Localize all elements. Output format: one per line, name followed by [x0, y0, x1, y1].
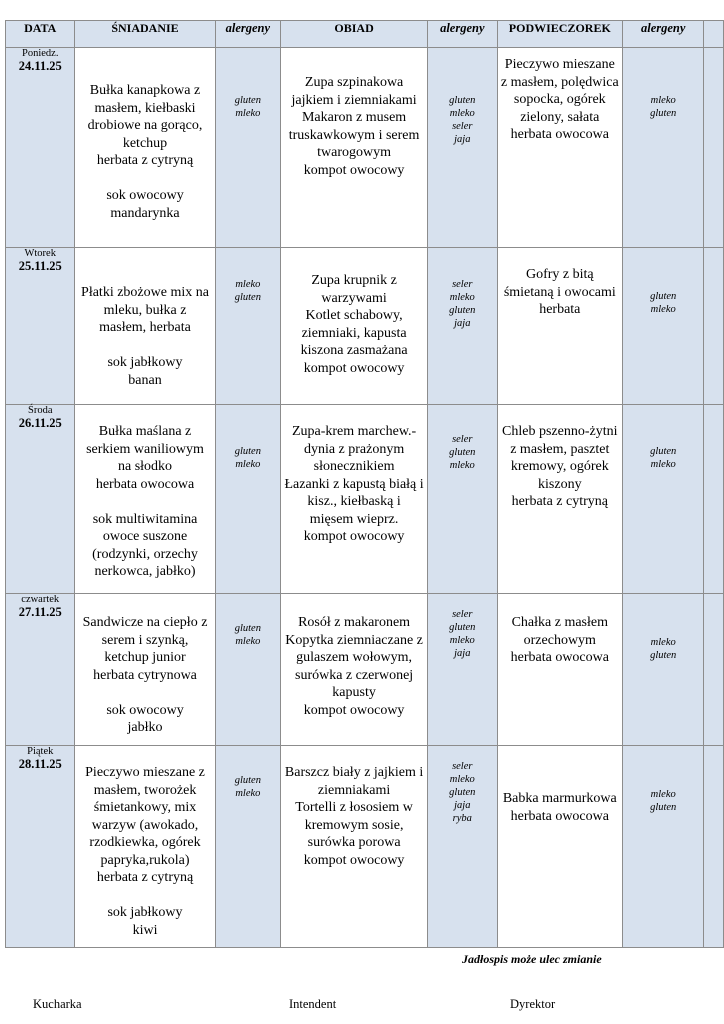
- signature-cook: Kucharka: [33, 997, 82, 1011]
- header-snack: PODWIECZOREK: [497, 21, 623, 48]
- menu-table: [5, 20, 724, 948]
- lunch-allergens: seler mleko gluten jaja ryba: [449, 761, 476, 824]
- lunch-text: Zupa krupnik z warzywami Kotlet schabowy, ziemniaki, kapusta kiszona zasmażana kompot owocowy: [300, 273, 408, 376]
- breakfast-allergens: gluten mleko: [234, 446, 261, 470]
- breakfast-text: Płatki zbożowe mix na mleku, bułka z masłem, herbata sok jabłkowy banan: [81, 285, 209, 388]
- snack-text: Gofry z bitą śmietaną i owocami herbata: [503, 267, 616, 317]
- day-date: 24.11.25: [18, 59, 62, 73]
- header-extra: [704, 21, 724, 48]
- header-row: [6, 21, 724, 48]
- day-name: Środa: [27, 405, 53, 416]
- breakfast-text: Bułka kanapkowa z masłem, kiełbaski drobiowe na gorąco, ketchup herbata z cytryną sok owocowy mandarynka: [87, 83, 203, 221]
- header-lunch: OBIAD: [281, 21, 428, 48]
- day-cell: [6, 405, 75, 594]
- lunch-text: Barszcz biały z jajkiem i ziemniakami Tortelli z łososiem w kremowym sosie, surówka porowa kompot owocowy: [284, 765, 424, 868]
- menu-change-note: Jadłospis może ulec zmianie: [462, 952, 602, 966]
- day-date: 27.11.25: [18, 605, 62, 619]
- lunch-allergens: seler mleko gluten jaja: [449, 279, 476, 329]
- extra-cell: [704, 594, 724, 746]
- extra-cell: [704, 746, 724, 948]
- extra-cell: [704, 48, 724, 248]
- header-breakfast: ŚNIADANIE: [75, 21, 215, 48]
- day-name: czwartek: [21, 594, 60, 605]
- snack-text: Pieczywo mieszane z masłem, polędwica sopocka, ogórek zielony, sałata herbata owocowa: [500, 57, 619, 142]
- snack-allergens: mleko gluten: [650, 789, 677, 813]
- table-row: [6, 746, 724, 948]
- lunch-allergens: seler gluten mleko: [449, 434, 476, 471]
- breakfast-allergens: gluten mleko: [234, 95, 261, 119]
- day-cell: [6, 48, 75, 248]
- breakfast-text: Bułka maślana z serkiem waniliowym na słodko herbata owocowa sok multiwitamina owoce suszone (rodzynki, orzechy nerkowca, jabłko): [86, 424, 204, 579]
- day-name: Poniedz.: [22, 48, 59, 59]
- snack-text: Chleb pszenno-żytni z masłem, pasztet kremowy, ogórek kiszony herbata z cytryną: [502, 424, 618, 509]
- snack-allergens: mleko gluten: [650, 95, 677, 119]
- breakfast-text: Sandwicze na ciepło z serem i szynką, ketchup junior herbata cytrynowa sok owocowy jabłko: [82, 615, 208, 735]
- table-row: [6, 248, 724, 405]
- day-name: Piątek: [27, 746, 54, 757]
- breakfast-allergens: mleko gluten: [234, 279, 261, 303]
- day-date: 28.11.25: [18, 757, 62, 771]
- signature-director: Dyrektor: [510, 997, 556, 1011]
- day-name: Wtorek: [24, 248, 56, 259]
- snack-text: Chałka z masłem orzechowym herbata owocowa: [510, 615, 609, 665]
- table-row: [6, 48, 724, 248]
- header-date: DATA: [6, 21, 75, 48]
- day-date: 26.11.25: [18, 416, 62, 430]
- snack-allergens: gluten mleko: [650, 446, 677, 470]
- lunch-text: Rosół z makaronem Kopytka ziemniaczane z gulaszem wołowym, surówka z czerwonej kapusty kompot owocowy: [285, 615, 423, 718]
- extra-cell: [704, 405, 724, 594]
- table-row: [6, 594, 724, 746]
- snack-allergens: gluten mleko: [650, 291, 677, 315]
- lunch-allergens: seler gluten mleko jaja: [449, 609, 476, 659]
- day-cell: [6, 594, 75, 746]
- header-allergens-snack: alergeny: [623, 21, 704, 48]
- header-allergens-lunch: alergeny: [428, 21, 498, 48]
- table-row: [6, 405, 724, 594]
- snack-text: Babka marmurkowa herbata owocowa: [502, 791, 617, 824]
- lunch-text: Zupa-krem marchew.-dynia z prażonym słonecznikiem Łazanki z kapustą białą i kisz., kiełbaską i mięsem wieprz. kompot owocowy: [284, 424, 424, 544]
- snack-allergens: mleko gluten: [650, 637, 677, 661]
- breakfast-allergens: gluten mleko: [234, 775, 261, 799]
- breakfast-allergens: gluten mleko: [234, 623, 261, 647]
- lunch-text: Zupa szpinakowa jajkiem i ziemniakami Makaron z musem truskawkowym i serem twarogowym kompot owocowy: [288, 75, 420, 178]
- lunch-allergens: gluten mleko seler jaja: [449, 95, 476, 145]
- signature-steward: Intendent: [289, 997, 337, 1011]
- day-cell: [6, 746, 75, 948]
- extra-cell: [704, 248, 724, 405]
- breakfast-text: Pieczywo mieszane z masłem, tworożek śmietankowy, mix warzyw (awokado, rzodkiewka, ogórek papryka,rukola) herbata z cytryną sok jabłkowy kiwi: [85, 765, 205, 938]
- day-cell: [6, 248, 75, 405]
- day-date: 25.11.25: [18, 259, 62, 273]
- header-allergens-breakfast: alergeny: [215, 21, 281, 48]
